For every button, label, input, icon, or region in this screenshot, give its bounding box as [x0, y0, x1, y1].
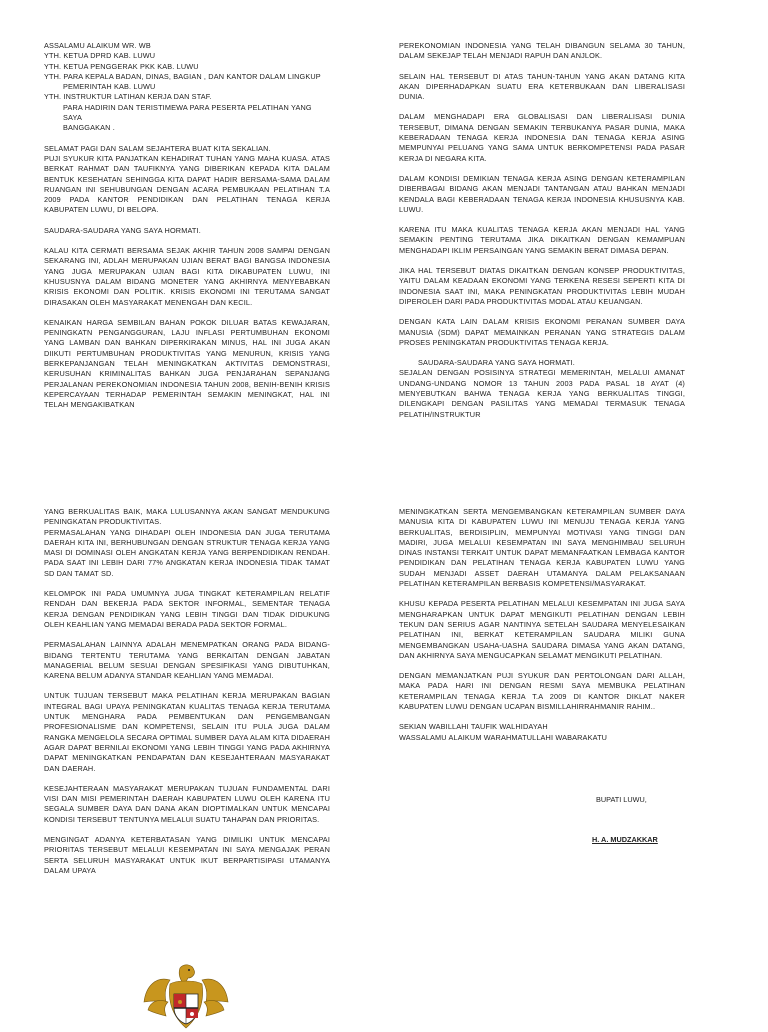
- signatory-name: H. A. MUDZAKKAR: [592, 835, 658, 844]
- paragraph: SELAIN HAL TERSEBUT DI ATAS TAHUN-TAHUN YANG AKAN DATANG KITA AKAN DIPERHADAPKAN SUATU ERA KETERBUKAAN DAN LIBERALISASI DUNIA.: [399, 71, 685, 102]
- paragraph: KENAIKAN HARGA SEMBILAN BAHAN POKOK DILUAR BATAS KEWAJARAN, PENINGKATN PENGANGGURAN, LAJU INFLASI PERTUMBUHAN EKONOMI YANG LAMBAN DAN BAHKAN DIPERKIRAKAN MINUS, HAL INI JUGA AKAN DIIKUTI PERTUMBUHAN PRODUKTIVITAS YANG MENURUN, KRISIS YANG BERKEPANJANGAN TELAH MENINGKATKAN AKTIVITAS DEMONSTRASI, KERUSUHAN KRIMINALITAS BAHKAN JUGA PENJARAHAN SEPANJANG PERJALANAN PEREKONOMIAN INDONESIA TAHUN 2008, BENIH-BENIH KRISIS KEPERCAYAAN TERHADAP PEMERINTAH SEMAKIN MENINGKAT, HAL INI TELAH MENGAKIBATKAN: [44, 317, 330, 410]
- paragraph: PEREKONOMIAN INDONESIA YANG TELAH DIBANGUN SELAMA 30 TAHUN, DALAM SEKEJAP TELAH MENJADI RAPUH DAN ANJLOK.: [399, 41, 685, 61]
- paragraph: DENGAN MEMANJATKAN PUJI SYUKUR DAN PERTOLONGAN DARI ALLAH, MAKA PADA HARI INI DENGAN RESMI SAYA MEMBUKA PELATIHAN KETERAMPILAN TENAGA KERJA T.A 2009 DI KANTOR DIKLAT NAKER KABUPATEN LUWU DENGAN UCAPAN BISMILLAHIRRAHMANIR RAHIM..: [399, 671, 685, 712]
- garuda-emblem-icon: [140, 962, 232, 1032]
- paragraph: KALAU KITA CERMATI BERSAMA SEJAK AKHIR TAHUN 2008 SAMPAI DENGAN SEKARANG INI, ADLAH MERUPAKAN UJIAN BERAT BAGI BANGSA INDONESIA YANG JUGA MERUPAKAN UJIAN BAGI KITA DIKABUPATEN LUWU, INI KHUSUSNYA DALAM BIDANG MONETER YANG AKHIRNYA MENYEBABKAN KRISIS EKONOMI DAN POLITIK. KRISIS EKONOMI INI TERUTAMA SANGAT DIRASAKAN OLEH MASYARAKAT MENENGAH DAN KECIL.: [44, 246, 330, 307]
- paragraph: KHUSU KEPADA PESERTA PELATIHAN MELALUI KESEMPATAN INI JUGA SAYA MENGHARAPKAN UNTUK DAPAT MENGIKUTI PELATIHAN DENGAN LEBIH TEKUN DAN SERIUS AGAR NANTINYA SETELAH SAUDARA MENYELESAIKAN PELATIHAN INI, BERKAT KETERAMPILAN SAUDARA MILIKI GUNA MENGEMBANGKAN USAHA-UASHA SAUDARA DIMASA YANG AKAN DATANG, DAN AKHIRNYA SAYA MENGUCAPKAN SELAMAT MENGIKUTI PELATIHAN.: [399, 599, 685, 660]
- addressee-line: PEMERINTAH KAB. LUWU: [63, 82, 156, 92]
- closing-line: SEKIAN WABILLAHI TAUFIK WALHIDAYAH: [399, 722, 548, 732]
- paragraph: DENGAN KATA LAIN DALAM KRISIS EKONOMI PERANAN SUMBER DAYA MANUSIA (SDM) DAPAT MEMAINKAN PERANAN YANG STRATEGIS DALAM PROSES PENINGKATAN PRODUKTIVITAS TENAGA KERJA.: [399, 317, 685, 347]
- paragraph: PERMASALAHAN YANG DIHADAPI OLEH INDONESIA DAN JUGA TERUTAMA DAERAH KITA INI, BERHUBUNGAN DENGAN STRUKTUR TENAGA KERJA YANG MASI DI DOMINASI OLEH ANGKATAN KERJA YANG BERPENDIDIKAN RENDAH. PADA SAAT INI LEBIH DARI 77% ANGKATAN KERJA INDONESIA TIDAK TAMAT SD DAN TAMAT SD.: [44, 527, 330, 578]
- paragraph: SAUDARA-SAUDARA YANG SAYA HORMATI.: [418, 358, 575, 368]
- addressee-line: BANGGAKAN .: [63, 123, 115, 133]
- paragraph: DALAM MENGHADAPI ERA GLOBALISASI DAN LIBERALISASI DUNIA TERSEBUT, DIMANA DENGAN SEMAKIN TERBUKANYA PASAR DUNIA, MAKA KEBERADAAN TENAGA KERJA INDONESIA DAN TENAGA KERJA ASING MEMPUNYAI PELUANG YANG SAMA UNTUK BERKOMPETENSI PADA PASAR KERJA DI NEGARA KITA.: [399, 112, 685, 163]
- paragraph: SAUDARA-SAUDARA YANG SAYA HORMATI.: [44, 225, 201, 235]
- column-4: [399, 507, 685, 743]
- addressee-line: YTH. KETUA DPRD KAB. LUWU: [44, 51, 156, 61]
- paragraph: KESEJAHTERAAN MASYARAKAT MERUPAKAN TUJUAN FUNDAMENTAL DARI VISI DAN MISI PEMERINTAH DAERAH KABUPATEN LUWU OLEH KARENA ITU SEGALA SUMBER DAYA DAN DANA AKAN DIOPTIMALKAN UNTUK MENCAPAI KONDISI TERSEBUT TENTUNYA MELALUI SUATU TAHAPAN DAN PRIORITAS.: [44, 783, 330, 824]
- paragraph: JIKA HAL TERSEBUT DIATAS DIKAITKAN DENGAN KONSEP PRODUKTIVITAS, YAITU DALAM KEADAAN EKONOMI YANG TERKENA RESESI SEPERTI KITA DI INDONESIA SAAT INI, MAKA PENINGKATAN PRODUKTIVITAS LEBIH MUDAH DIPEROLEH DARI PADA PRODUKTIVITAS MODAL ATAU KEUANGAN.: [399, 266, 685, 306]
- paragraph: UNTUK TUJUAN TERSEBUT MAKA PELATIHAN KERJA MERUPAKAN BAGIAN INTEGRAL BAGI UPAYA PENINGKATAN KUALITAS TENAGA KERJA TERUTAMA UNTUK MENGHARA PADA PEMBENTUKAN DAN PENGEMBANGAN PROFESIONALISME DAN KOMPETENSI, SELAIN ITU PULA JUGA DALAM RANGKA MENGELOLA SECARA OPTIMAL SUMBER DAYA ALAM KITA DIDAERAH AGAR DAPAT BERNILAI EKONOMI YANG LEBIH TINGGI YANG PADA AKHIRNYA DAPAT MENINGKATKAN PENDAPATAN DAN KESEJAHTERAAN MASYARAKAT DAN DAERAH.: [44, 691, 330, 773]
- paragraph: SEJALAN DENGAN POSISINYA STRATEGI MEMERINTAH, MELALUI AMANAT UNDANG-UNDANG NOMOR 13 TAHUN 2003 PADA PASAL 18 AYAT (4) MENYEBUTKAN BAHWA TENAGA KERJA YANG BERKUALITAS TINGGI, DILENGKAPI DENGAN PASILITAS YANG MEMADAI TERMASUK TENAGA PELATIH/INSTRUKTUR: [399, 368, 685, 419]
- paragraph: SELAMAT PAGI DAN SALAM SEJAHTERA BUAT KITA SEKALIAN.: [44, 143, 271, 153]
- addressee-line: YTH. KETUA PENGGERAK PKK KAB. LUWU: [44, 61, 199, 71]
- addressee-line: YTH. PARA KEPALA BADAN, DINAS, BAGIAN , DAN KANTOR DALAM LINGKUP: [44, 71, 321, 81]
- addressee-line: YTH. INSTRUKTUR LATIHAN KERJA DAN STAF.: [44, 92, 212, 102]
- greeting: ASSALAMU ALAIKUM WR. WB: [44, 41, 151, 50]
- column-2: [399, 41, 685, 430]
- paragraph: PERMASALAHAN LAINNYA ADALAH MENEMPATKAN ORANG PADA BIDANG-BIDANG TERTENTU TERUTAMA YANG BERKAITAN DENGAN JABATAN MANAGERIAL BELUM SESUAI DENGAN SPESIFIKASI YANG DIBUTUHKAN, KARENA BELUM ADANYA STANDAR KEAHLIAN YANG MEMADAI.: [44, 640, 330, 681]
- paragraph: PUJI SYUKUR KITA PANJATKAN KEHADIRAT TUHAN YANG MAHA KUASA. ATAS BERKAT RAHMAT DAN TAUFIKNYA YANG DIBERIKAN KEPADA KITA DALAM BENTUK KESEHATAN SEHINGGA KITA DAPAT HADIR BERSAMA-SAMA DALAM RUANGAN INI SEHUBUNGAN DENGAN ACARA PEMBUKAAN PELATIHAN T.A 2009 PADA KANTOR PENDIDIKAN DAN PELATIHAN TENAGA KERJA KABUPATEN LUWU, DI BELOPA.: [44, 153, 330, 215]
- addressee-line: PARA HADIRIN DAN TERISTIMEWA PARA PESERTA PELATIHAN YANG SAYA: [63, 102, 312, 123]
- paragraph: DALAM KONDISI DEMIKIAN TENAGA KERJA ASING DENGAN KETERAMPILAN DIBERBAGAI BIDANG AKAN MENJADI TANTANGAN ATAU BAHKAN MENJADI KENDALA BAGI KEBERADAAN TENAGA KERJA INDONESIA KHUSUSNYA KAB. LUWU.: [399, 173, 685, 214]
- paragraph: KARENA ITU MAKA KUALITAS TENAGA KERJA AKAN MENJADI HAL YANG SEMAKIN PENTING TERUTAMA JIKA DIKAITKAN DENGAN KEMAMPUAN MENGHADAPI IKLIM PERSAINGAN YANG SEMAKIN BERAT DIMASA DEPAN.: [399, 225, 685, 255]
- paragraph: MENGINGAT ADANYA KETERBATASAN YANG DIMILIKI UNTUK MENCAPAI PRIORITAS TERSEBUT MELALUI KESEMPATAN INI SAYA MENGAJAK PERAN SERTA SELURUH MASYARAKAT UNTUK IKUT BERPARTISIPASI UTAMANYA DALAM UPAYA: [44, 835, 330, 875]
- paragraph: KELOMPOK INI PADA UMUMNYA JUGA TINGKAT KETERAMPILAN RELATIF RENDAH DAN BEKERJA PADA SEKTOR INFORMAL, SEMENTAR TENAGA KERJA DENGAN PENDIDIKAN YANG LEBIH TINGGI DAN TIDAK DIDUKUNG OLEH KEAHLIAN YANG MEMADAI BERADA PADA SEKTOR FORMAL.: [44, 589, 330, 629]
- signatory-title: BUPATI LUWU,: [596, 795, 647, 804]
- column-1: [44, 41, 330, 421]
- closing-line: WASSALAMU ALAIKUM WARAHMATULLAHI WABARAKATU: [399, 732, 608, 742]
- paragraph: YANG BERKUALITAS BAIK, MAKA LULUSANNYA AKAN SANGAT MENDUKUNG PENINGKATAN PRODUKTIVITAS.: [44, 507, 330, 527]
- column-3: [44, 507, 330, 886]
- paragraph: MENINGKATKAN SERTA MENGEMBANGKAN KETERAMPILAN SUMBER DAYA MANUSIA KITA DI KABUPATEN LUWU INI MENUJU TENAGA KERJA YANG BERKUALITAS, BERDISIPLIN, MEMPUNYAI MOTIVASI YANG TINGGI DAN MADIRI, JUGA MELALUI KESEMPATAN INI SAYA MENGHIMBAU SELURUH DINAS INSTANSI TERKAIT UNTUK DAPAT MEMANFAATKAN LEMBAGA KANTOR PENDIDIKAN DAN PELATIHAN TENAGA KERJA KABUPATEN LUWU YANG SUDAH MENJADI ASSET DAERAH UTAMANYA DALAM PELAKSANAAN PELATIHAN KETERAMPILAN BERBASIS KOMPETENSI/MASYARAKAT.: [399, 507, 685, 589]
